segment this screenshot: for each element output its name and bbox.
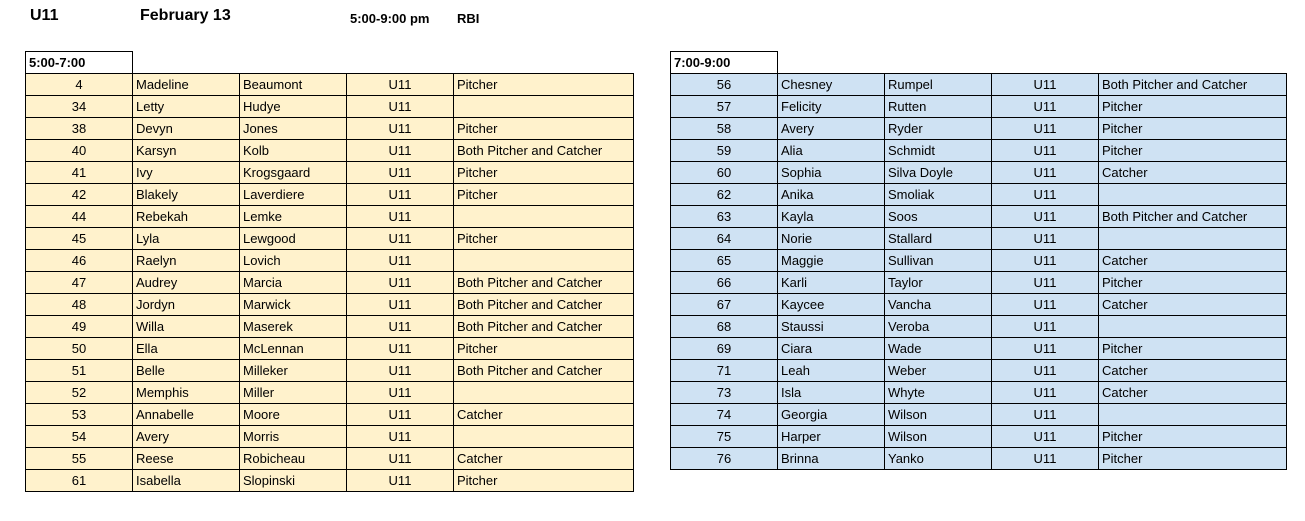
first-name-cell: Avery <box>778 118 885 140</box>
roster-table-early <box>25 51 634 492</box>
last-name-cell: Veroba <box>885 316 992 338</box>
division-cell: U11 <box>992 118 1099 140</box>
division-cell: U11 <box>992 382 1099 404</box>
last-name-cell: Wilson <box>885 404 992 426</box>
session-title-row <box>671 52 1287 74</box>
last-name-cell: Slopinski <box>240 470 347 492</box>
last-name-cell: Wilson <box>885 426 992 448</box>
table-row <box>26 184 634 206</box>
table-row <box>26 118 634 140</box>
position-cell: Pitcher <box>1099 426 1287 448</box>
position-cell: Pitcher <box>454 118 634 140</box>
last-name-cell: Lovich <box>240 250 347 272</box>
player-number-cell: 55 <box>26 448 133 470</box>
first-name-cell: Reese <box>133 448 240 470</box>
division-cell: U11 <box>347 448 454 470</box>
position-cell: Pitcher <box>454 338 634 360</box>
position-cell: Both Pitcher and Catcher <box>454 272 634 294</box>
first-name-cell: Leah <box>778 360 885 382</box>
position-cell: Pitcher <box>454 228 634 250</box>
player-number-cell: 57 <box>671 96 778 118</box>
player-number-cell: 74 <box>671 404 778 426</box>
player-number-cell: 66 <box>671 272 778 294</box>
first-name-cell: Norie <box>778 228 885 250</box>
position-cell: Pitcher <box>454 74 634 96</box>
player-number-cell: 68 <box>671 316 778 338</box>
position-cell <box>454 96 634 118</box>
last-name-cell: Wade <box>885 338 992 360</box>
division-cell: U11 <box>347 470 454 492</box>
position-cell <box>454 426 634 448</box>
first-name-cell: Willa <box>133 316 240 338</box>
player-number-cell: 71 <box>671 360 778 382</box>
division-cell: U11 <box>992 228 1099 250</box>
table-row <box>671 338 1287 360</box>
division-cell: U11 <box>347 206 454 228</box>
position-cell <box>1099 228 1287 250</box>
table-row <box>671 118 1287 140</box>
last-name-cell: Laverdiere <box>240 184 347 206</box>
table-row <box>671 294 1287 316</box>
player-number-cell: 62 <box>671 184 778 206</box>
position-cell <box>454 382 634 404</box>
first-name-cell: Harper <box>778 426 885 448</box>
last-name-cell: Rumpel <box>885 74 992 96</box>
last-name-cell: Robicheau <box>240 448 347 470</box>
player-number-cell: 69 <box>671 338 778 360</box>
division-cell: U11 <box>347 162 454 184</box>
player-number-cell: 64 <box>671 228 778 250</box>
player-number-cell: 38 <box>26 118 133 140</box>
table-row <box>26 404 634 426</box>
player-number-cell: 44 <box>26 206 133 228</box>
position-cell: Catcher <box>1099 294 1287 316</box>
table-row <box>26 162 634 184</box>
last-name-cell: Soos <box>885 206 992 228</box>
position-cell: Catcher <box>1099 162 1287 184</box>
last-name-cell: Taylor <box>885 272 992 294</box>
division-cell: U11 <box>992 404 1099 426</box>
position-cell: Catcher <box>454 404 634 426</box>
last-name-cell: Yanko <box>885 448 992 470</box>
player-number-cell: 75 <box>671 426 778 448</box>
position-cell <box>1099 316 1287 338</box>
player-number-cell: 65 <box>671 250 778 272</box>
player-number-cell: 56 <box>671 74 778 96</box>
table-row <box>671 74 1287 96</box>
player-number-cell: 76 <box>671 448 778 470</box>
division-cell: U11 <box>992 206 1099 228</box>
first-name-cell: Belle <box>133 360 240 382</box>
last-name-cell: Schmidt <box>885 140 992 162</box>
division-cell: U11 <box>992 140 1099 162</box>
first-name-cell: Audrey <box>133 272 240 294</box>
division-cell: U11 <box>347 118 454 140</box>
table-row <box>26 74 634 96</box>
division-cell: U11 <box>347 74 454 96</box>
first-name-cell: Raelyn <box>133 250 240 272</box>
date-title: February 13 <box>140 7 231 24</box>
player-number-cell: 58 <box>671 118 778 140</box>
table-row <box>26 250 634 272</box>
position-cell: Both Pitcher and Catcher <box>1099 206 1287 228</box>
player-number-cell: 48 <box>26 294 133 316</box>
table-row <box>671 404 1287 426</box>
first-name-cell: Devyn <box>133 118 240 140</box>
last-name-cell: McLennan <box>240 338 347 360</box>
position-cell: Pitcher <box>1099 118 1287 140</box>
division-cell: U11 <box>992 96 1099 118</box>
first-name-cell: Ivy <box>133 162 240 184</box>
table-row <box>671 382 1287 404</box>
first-name-cell: Ciara <box>778 338 885 360</box>
first-name-cell: Staussi <box>778 316 885 338</box>
division-cell: U11 <box>347 294 454 316</box>
division-cell: U11 <box>992 294 1099 316</box>
division-cell: U11 <box>347 382 454 404</box>
division-cell: U11 <box>347 228 454 250</box>
division-cell: U11 <box>992 360 1099 382</box>
first-name-cell: Karsyn <box>133 140 240 162</box>
last-name-cell: Vancha <box>885 294 992 316</box>
last-name-cell: Whyte <box>885 382 992 404</box>
position-cell: Pitcher <box>454 470 634 492</box>
last-name-cell: Lewgood <box>240 228 347 250</box>
position-cell <box>1099 404 1287 426</box>
table-row <box>26 206 634 228</box>
position-cell: Pitcher <box>454 162 634 184</box>
table-row <box>26 338 634 360</box>
division-cell: U11 <box>347 250 454 272</box>
position-cell: Pitcher <box>1099 272 1287 294</box>
first-name-cell: Felicity <box>778 96 885 118</box>
first-name-cell: Karli <box>778 272 885 294</box>
first-name-cell: Madeline <box>133 74 240 96</box>
first-name-cell: Georgia <box>778 404 885 426</box>
division-cell: U11 <box>992 162 1099 184</box>
player-number-cell: 61 <box>26 470 133 492</box>
player-number-cell: 40 <box>26 140 133 162</box>
last-name-cell: Rutten <box>885 96 992 118</box>
time-range: 5:00-9:00 pm <box>350 11 430 26</box>
first-name-cell: Rebekah <box>133 206 240 228</box>
player-number-cell: 63 <box>671 206 778 228</box>
last-name-cell: Silva Doyle <box>885 162 992 184</box>
player-number-cell: 53 <box>26 404 133 426</box>
table-row <box>26 360 634 382</box>
table-row <box>671 206 1287 228</box>
session-time-label: 7:00-9:00 <box>671 52 778 74</box>
last-name-cell: Moore <box>240 404 347 426</box>
table-row <box>26 316 634 338</box>
table-row <box>671 272 1287 294</box>
division-cell: U11 <box>992 250 1099 272</box>
table-row <box>26 448 634 470</box>
table-row <box>671 316 1287 338</box>
roster-table-late <box>670 51 1287 470</box>
first-name-cell: Lyla <box>133 228 240 250</box>
last-name-cell: Jones <box>240 118 347 140</box>
player-number-cell: 59 <box>671 140 778 162</box>
position-cell: Catcher <box>454 448 634 470</box>
table-row <box>26 426 634 448</box>
first-name-cell: Letty <box>133 96 240 118</box>
table-row <box>671 228 1287 250</box>
division-cell: U11 <box>347 404 454 426</box>
first-name-cell: Isabella <box>133 470 240 492</box>
first-name-cell: Sophia <box>778 162 885 184</box>
last-name-cell: Sullivan <box>885 250 992 272</box>
player-number-cell: 54 <box>26 426 133 448</box>
last-name-cell: Stallard <box>885 228 992 250</box>
last-name-cell: Beaumont <box>240 74 347 96</box>
player-number-cell: 49 <box>26 316 133 338</box>
last-name-cell: Weber <box>885 360 992 382</box>
position-cell <box>454 250 634 272</box>
first-name-cell: Ella <box>133 338 240 360</box>
position-cell: Catcher <box>1099 360 1287 382</box>
table-row <box>671 184 1287 206</box>
session-time-label: 5:00-7:00 <box>26 52 133 74</box>
table-row <box>671 96 1287 118</box>
table-row <box>671 162 1287 184</box>
first-name-cell: Memphis <box>133 382 240 404</box>
table-row <box>26 96 634 118</box>
last-name-cell: Maserek <box>240 316 347 338</box>
division-cell: U11 <box>992 448 1099 470</box>
table-row <box>26 382 634 404</box>
division-cell: U11 <box>992 184 1099 206</box>
player-number-cell: 51 <box>26 360 133 382</box>
division-cell: U11 <box>992 74 1099 96</box>
division-cell: U11 <box>992 426 1099 448</box>
division-cell: U11 <box>992 338 1099 360</box>
first-name-cell: Avery <box>133 426 240 448</box>
position-cell: Pitcher <box>1099 338 1287 360</box>
last-name-cell: Morris <box>240 426 347 448</box>
player-number-cell: 47 <box>26 272 133 294</box>
division-cell: U11 <box>992 316 1099 338</box>
table-row <box>671 360 1287 382</box>
last-name-cell: Kolb <box>240 140 347 162</box>
player-number-cell: 45 <box>26 228 133 250</box>
position-cell: Catcher <box>1099 382 1287 404</box>
player-number-cell: 67 <box>671 294 778 316</box>
player-number-cell: 34 <box>26 96 133 118</box>
division-title: U11 <box>30 7 59 24</box>
division-cell: U11 <box>347 426 454 448</box>
division-cell: U11 <box>347 272 454 294</box>
position-cell: Catcher <box>1099 250 1287 272</box>
position-cell: Both Pitcher and Catcher <box>454 294 634 316</box>
last-name-cell: Hudye <box>240 96 347 118</box>
table-row <box>26 140 634 162</box>
division-cell: U11 <box>992 272 1099 294</box>
table-row <box>671 250 1287 272</box>
last-name-cell: Miller <box>240 382 347 404</box>
first-name-cell: Chesney <box>778 74 885 96</box>
position-cell: Both Pitcher and Catcher <box>454 140 634 162</box>
first-name-cell: Kayla <box>778 206 885 228</box>
player-number-cell: 52 <box>26 382 133 404</box>
position-cell: Both Pitcher and Catcher <box>454 360 634 382</box>
position-cell: Both Pitcher and Catcher <box>1099 74 1287 96</box>
player-number-cell: 50 <box>26 338 133 360</box>
position-cell: Pitcher <box>1099 448 1287 470</box>
last-name-cell: Marwick <box>240 294 347 316</box>
player-number-cell: 41 <box>26 162 133 184</box>
first-name-cell: Kaycee <box>778 294 885 316</box>
position-cell: Both Pitcher and Catcher <box>454 316 634 338</box>
player-number-cell: 73 <box>671 382 778 404</box>
table-row <box>26 228 634 250</box>
position-cell <box>454 206 634 228</box>
table-row <box>671 426 1287 448</box>
table-row <box>671 140 1287 162</box>
first-name-cell: Isla <box>778 382 885 404</box>
last-name-cell: Marcia <box>240 272 347 294</box>
first-name-cell: Alia <box>778 140 885 162</box>
table-row <box>26 272 634 294</box>
player-number-cell: 60 <box>671 162 778 184</box>
table-row <box>671 448 1287 470</box>
division-cell: U11 <box>347 140 454 162</box>
last-name-cell: Milleker <box>240 360 347 382</box>
division-cell: U11 <box>347 360 454 382</box>
first-name-cell: Blakely <box>133 184 240 206</box>
division-cell: U11 <box>347 184 454 206</box>
position-cell: Pitcher <box>454 184 634 206</box>
player-number-cell: 46 <box>26 250 133 272</box>
division-cell: U11 <box>347 316 454 338</box>
division-cell: U11 <box>347 338 454 360</box>
session-title-row <box>26 52 634 74</box>
position-cell: Pitcher <box>1099 140 1287 162</box>
first-name-cell: Anika <box>778 184 885 206</box>
location: RBI <box>457 11 480 26</box>
last-name-cell: Krogsgaard <box>240 162 347 184</box>
division-cell: U11 <box>347 96 454 118</box>
player-number-cell: 4 <box>26 74 133 96</box>
player-number-cell: 42 <box>26 184 133 206</box>
first-name-cell: Brinna <box>778 448 885 470</box>
first-name-cell: Annabelle <box>133 404 240 426</box>
position-cell <box>1099 184 1287 206</box>
table-row <box>26 470 634 492</box>
last-name-cell: Smoliak <box>885 184 992 206</box>
last-name-cell: Ryder <box>885 118 992 140</box>
first-name-cell: Maggie <box>778 250 885 272</box>
table-row <box>26 294 634 316</box>
first-name-cell: Jordyn <box>133 294 240 316</box>
last-name-cell: Lemke <box>240 206 347 228</box>
position-cell: Pitcher <box>1099 96 1287 118</box>
